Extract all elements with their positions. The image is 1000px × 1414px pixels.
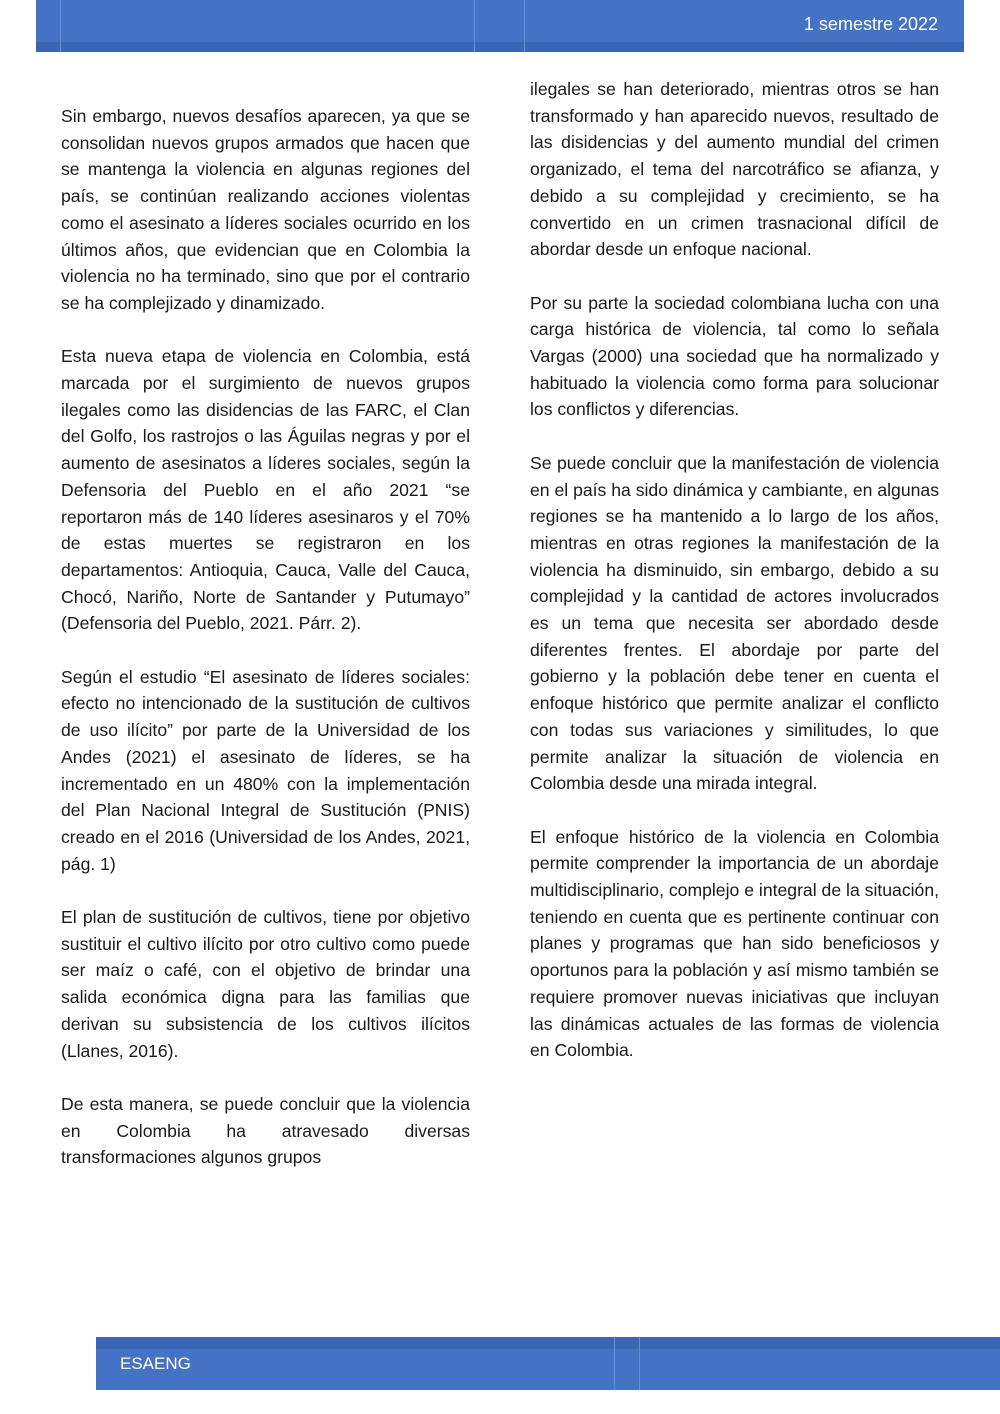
paragraph: Sin embargo, nuevos desafíos aparecen, ya que se consolidan nuevos grupos armados que hacen que se mantenga la violencia en algunas regiones del país, se continúan realizando acciones violentas como el asesinato a líderes sociales ocurrido en los últimos años, que evidencian que en Colombia la violencia no ha terminado, sino que por el contrario se ha complejizado y dinamizado. xyxy=(61,106,470,313)
paragraph: Según el estudio “El asesinato de líderes sociales: efecto no intencionado de la sustitución de cultivos de uso ilícito” por parte de la Universidad de los Andes (2021) el asesinato de líderes, se ha incrementado en un 480% con la implementación del Plan Nacional Integral de Sustitución (PNIS) creado en el 2016 (Universidad de los Andes, 2021, pág. 1) xyxy=(61,666,470,874)
paragraph: Se puede concluir que la manifestación de violencia en el país ha sido dinámica y cambiante, en algunas regiones se ha mantenido a lo largo de los años, mientras en otras regiones la manifestación de la violencia ha disminuido, sin embargo, debido a su complejidad y la cantidad de actores involucrados es un tema que necesita ser abordado desde diferentes frentes. El abordaje por parte del gobierno y la población debe tener en cuenta el enfoque histórico que permite analizar el conflicto con todas sus variaciones y similitudes, lo que permite analizar la situación de violencia en Colombia desde una mirada integral. xyxy=(530,452,939,794)
header-stripe xyxy=(36,42,964,52)
header-divider xyxy=(524,0,525,52)
right-column xyxy=(530,76,939,1064)
paragraph: Esta nueva etapa de violencia en Colombia, está marcada por el surgimiento de nuevos grupos ilegales como las disidencias de las FARC, el Clan del Golfo, los rastrojos o las Águilas negras y por el aumento de asesinatos a líderes sociales, según la Defensoria del Pueblo en el año 2021 “se reportaron más de 140 líderes asesinaros y el 70% de estas muertes se registraron en los departamentos: Antioquia, Cauca, Valle del Cauca, Chocó, Nariño, Norte de Santander y Putumayo” (Defensoria del Pueblo, 2021. Párr. 2). xyxy=(61,346,470,634)
left-column xyxy=(61,103,470,1171)
paragraph: Por su parte la sociedad colombiana lucha con una carga histórica de violencia, tal como lo señala Vargas (2000) una sociedad que ha normalizado y habituado la violencia como forma para solucionar los conflictos y diferencias. xyxy=(530,292,939,420)
paragraph: ilegales se han deteriorado, mientras otros se han transformado y han aparecido nuevos, resultado de las disidencias y del aumento mundial del crimen organizado, el tema del narcotráfico se afianza, y debido a su complejidad y crecimiento, se ha convertido en un crimen trasnacional difícil de abordar desde un enfoque nacional. xyxy=(530,79,939,260)
page-footer xyxy=(96,1337,1000,1390)
header-semester: 1 semestre 2022 xyxy=(803,14,938,34)
paragraph: El enfoque histórico de la violencia en Colombia permite comprender la importancia de un abordaje multidisciplinario, complejo e integral de la situación, teniendo en cuenta que es pertinente continuar con planes y programas que han sido beneficiosos y oportunos para la población y así mismo también se requiere promover nuevas iniciativas que incluyan las dinámicas actuales de las formas de violencia en Colombia. xyxy=(530,826,939,1061)
header-divider xyxy=(474,0,475,52)
footer-label: ESAENG xyxy=(120,1354,191,1373)
footer-divider xyxy=(639,1337,640,1390)
footer-divider xyxy=(614,1337,615,1390)
page-header xyxy=(36,0,964,52)
paragraph: El plan de sustitución de cultivos, tiene por objetivo sustituir el cultivo ilícito por otro cultivo como puede ser maíz o café, con el objetivo de brindar una salida económica digna para las familias que derivan su subsistencia de los cultivos ilícitos (Llanes, 2016). xyxy=(61,907,470,1061)
footer-stripe xyxy=(96,1337,1000,1349)
header-divider xyxy=(60,0,61,52)
paragraph: De esta manera, se puede concluir que la violencia en Colombia ha atravesado diversas transformaciones algunos grupos xyxy=(61,1093,470,1168)
